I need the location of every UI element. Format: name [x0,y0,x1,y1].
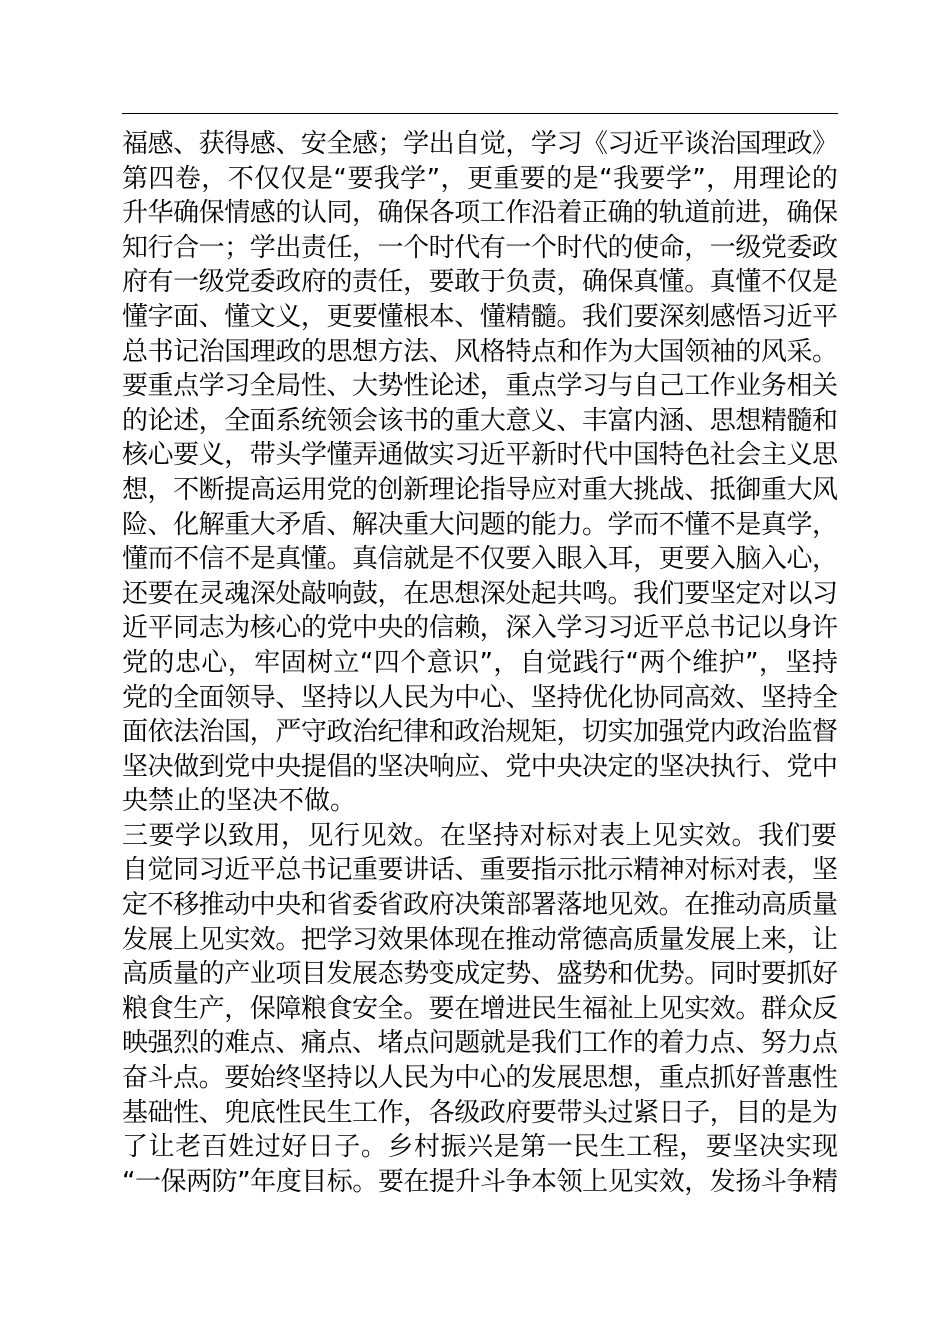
header-rule [122,113,838,114]
text-line: 知行合一；学出责任，一个时代有一个时代的使命，一级党委政 [122,232,838,263]
text-line: 险、化解重大矛盾、解决重大问题的能力。学而不懂不是真学， [122,509,838,540]
text-line: 坚决做到党中央提倡的坚决响应、党中央决定的坚决执行、党中 [122,751,838,782]
text-line: 自觉同习近平总书记重要讲话、重要指示批示精神对标对表，坚 [122,855,838,886]
text-line: 的论述，全面系统领会该书的重大意义、丰富内涵、思想精髓和 [122,405,838,436]
text-line: 党的全面领导、坚持以人民为中心、坚持优化协同高效、坚持全 [122,682,838,713]
text-line: 映强烈的难点、痛点、堵点问题就是我们工作的着力点、努力点 [122,1028,838,1059]
text-line: 奋斗点。要始终坚持以人民为中心的发展思想，重点抓好普惠性 [122,1063,838,1094]
text-line: 定不移推动中央和省委省政府决策部署落地见效。在推动高质量 [122,890,838,921]
body-text [122,127,842,1199]
text-line: 还要在灵魂深处敲响鼓，在思想深处起共鸣。我们要坚定对以习 [122,578,838,609]
text-line: 高质量的产业项目发展态势变成定势、盛势和优势。同时要抓好 [122,959,838,990]
text-line: 府有一级党委政府的责任，要敢于负责，确保真懂。真懂不仅是 [122,267,838,298]
text-line: 升华确保情感的认同，确保各项工作沿着正确的轨道前进，确保 [122,198,838,229]
text-line: 懂而不信不是真懂。真信就是不仅要入眼入耳，更要入脑入心， [122,544,838,575]
text-line: 三要学以致用，见行见效。在坚持对标对表上见实效。我们要 [122,820,838,851]
text-line: 发展上见实效。把学习效果体现在推动常德高质量发展上来，让 [122,924,838,955]
text-line: 央禁止的坚决不做。 [122,786,357,817]
text-line: 粮食生产，保障粮食安全。要在增进民生福祉上见实效。群众反 [122,993,838,1024]
text-line: 要重点学习全局性、大势性论述，重点学习与自己工作业务相关 [122,371,838,402]
text-line: 想，不断提高运用党的创新理论指导应对重大挑战、抵御重大风 [122,474,838,505]
text-line: 第四卷，不仅仅是“要我学”，更重要的是“我要学”，用理论的 [122,163,839,194]
text-line: 面依法治国，严守政治纪律和政治规矩，切实加强党内政治监督 [122,717,838,748]
text-line: 核心要义，带头学懂弄通做实习近平新时代中国特色社会主义思 [122,440,838,471]
text-line: 党的忠心，牢固树立“四个意识”，自觉践行“两个维护”，坚持 [122,647,839,678]
text-line: 总书记治国理政的思想方法、风格特点和作为大国领袖的风采。 [122,336,838,367]
text-line: 懂字面、懂文义，更要懂根本、懂精髓。我们要深刻感悟习近平 [122,301,838,332]
text-line: 了让老百姓过好日子。乡村振兴是第一民生工程，要坚决实现 [122,1132,839,1163]
text-line: “一保两防”年度目标。要在提升斗争本领上见实效，发扬斗争精 [122,1166,838,1197]
text-line: 近平同志为核心的党中央的信赖，深入学习习近平总书记以身许 [122,613,838,644]
text-line: 基础性、兜底性民生工作，各级政府要带头过紧日子，目的是为 [122,1097,838,1128]
text-line: 福感、获得感、安全感；学出自觉，学习《习近平谈治国理政》 [122,129,838,159]
